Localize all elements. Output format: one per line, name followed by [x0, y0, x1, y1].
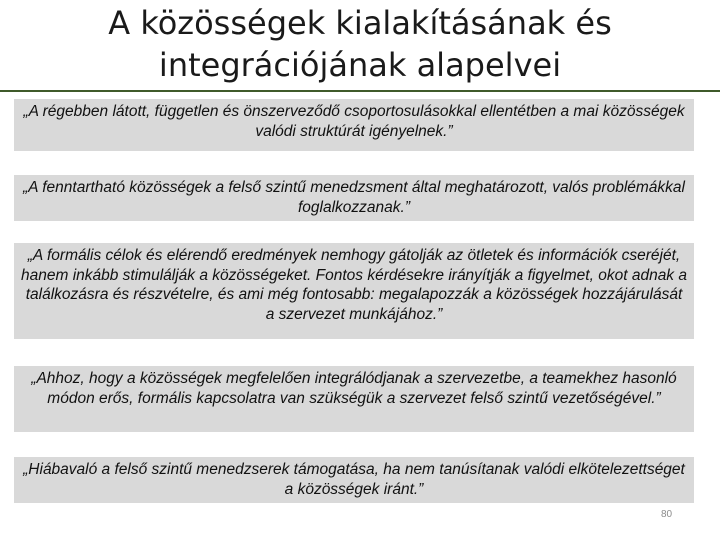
quote-box-2: „A fenntartható közösségek a felső szintű menedzsment által meghatározott, valós problémákkal foglalkozzanak.” — [14, 175, 694, 221]
title-divider — [0, 90, 720, 92]
slide-title-line-2: integrációjának alapelvei — [158, 46, 562, 84]
slide-title — [0, 2, 720, 86]
quote-box-1: „A régebben látott, független és önszerveződő csoportosulásokkal ellentétben a mai közösségek valódi struktúrát igényelnek.” — [14, 99, 694, 151]
quote-box-5: „Hiábavaló a felső szintű menedzserek támogatása, ha nem tanúsítanak valódi elkötelezettséget a közösségek iránt.” — [14, 457, 694, 503]
quote-box-4: „Ahhoz, hogy a közösségek megfelelően integrálódjanak a szervezetbe, a teamekhez hasonló módon erős, formális kapcsolatra van szükségük a szervezet felső szintű vezetőségével.” — [14, 366, 694, 432]
quote-box-3: „A formális célok és elérendő eredmények nemhogy gátolják az ötletek és információk cseréjét, hanem inkább stimulálják a közösségeket. Fontos kérdésekre irányítják a figyelmet, okot adnak a találkozásra és részvételre, és ami még fontosabb: megalapozzák a közösségek hozzájárulását a szervezet munkájához.” — [14, 243, 694, 339]
slide-title-line-1: A közösségek kialakításának és — [108, 4, 612, 42]
page-number: 80 — [661, 509, 673, 520]
